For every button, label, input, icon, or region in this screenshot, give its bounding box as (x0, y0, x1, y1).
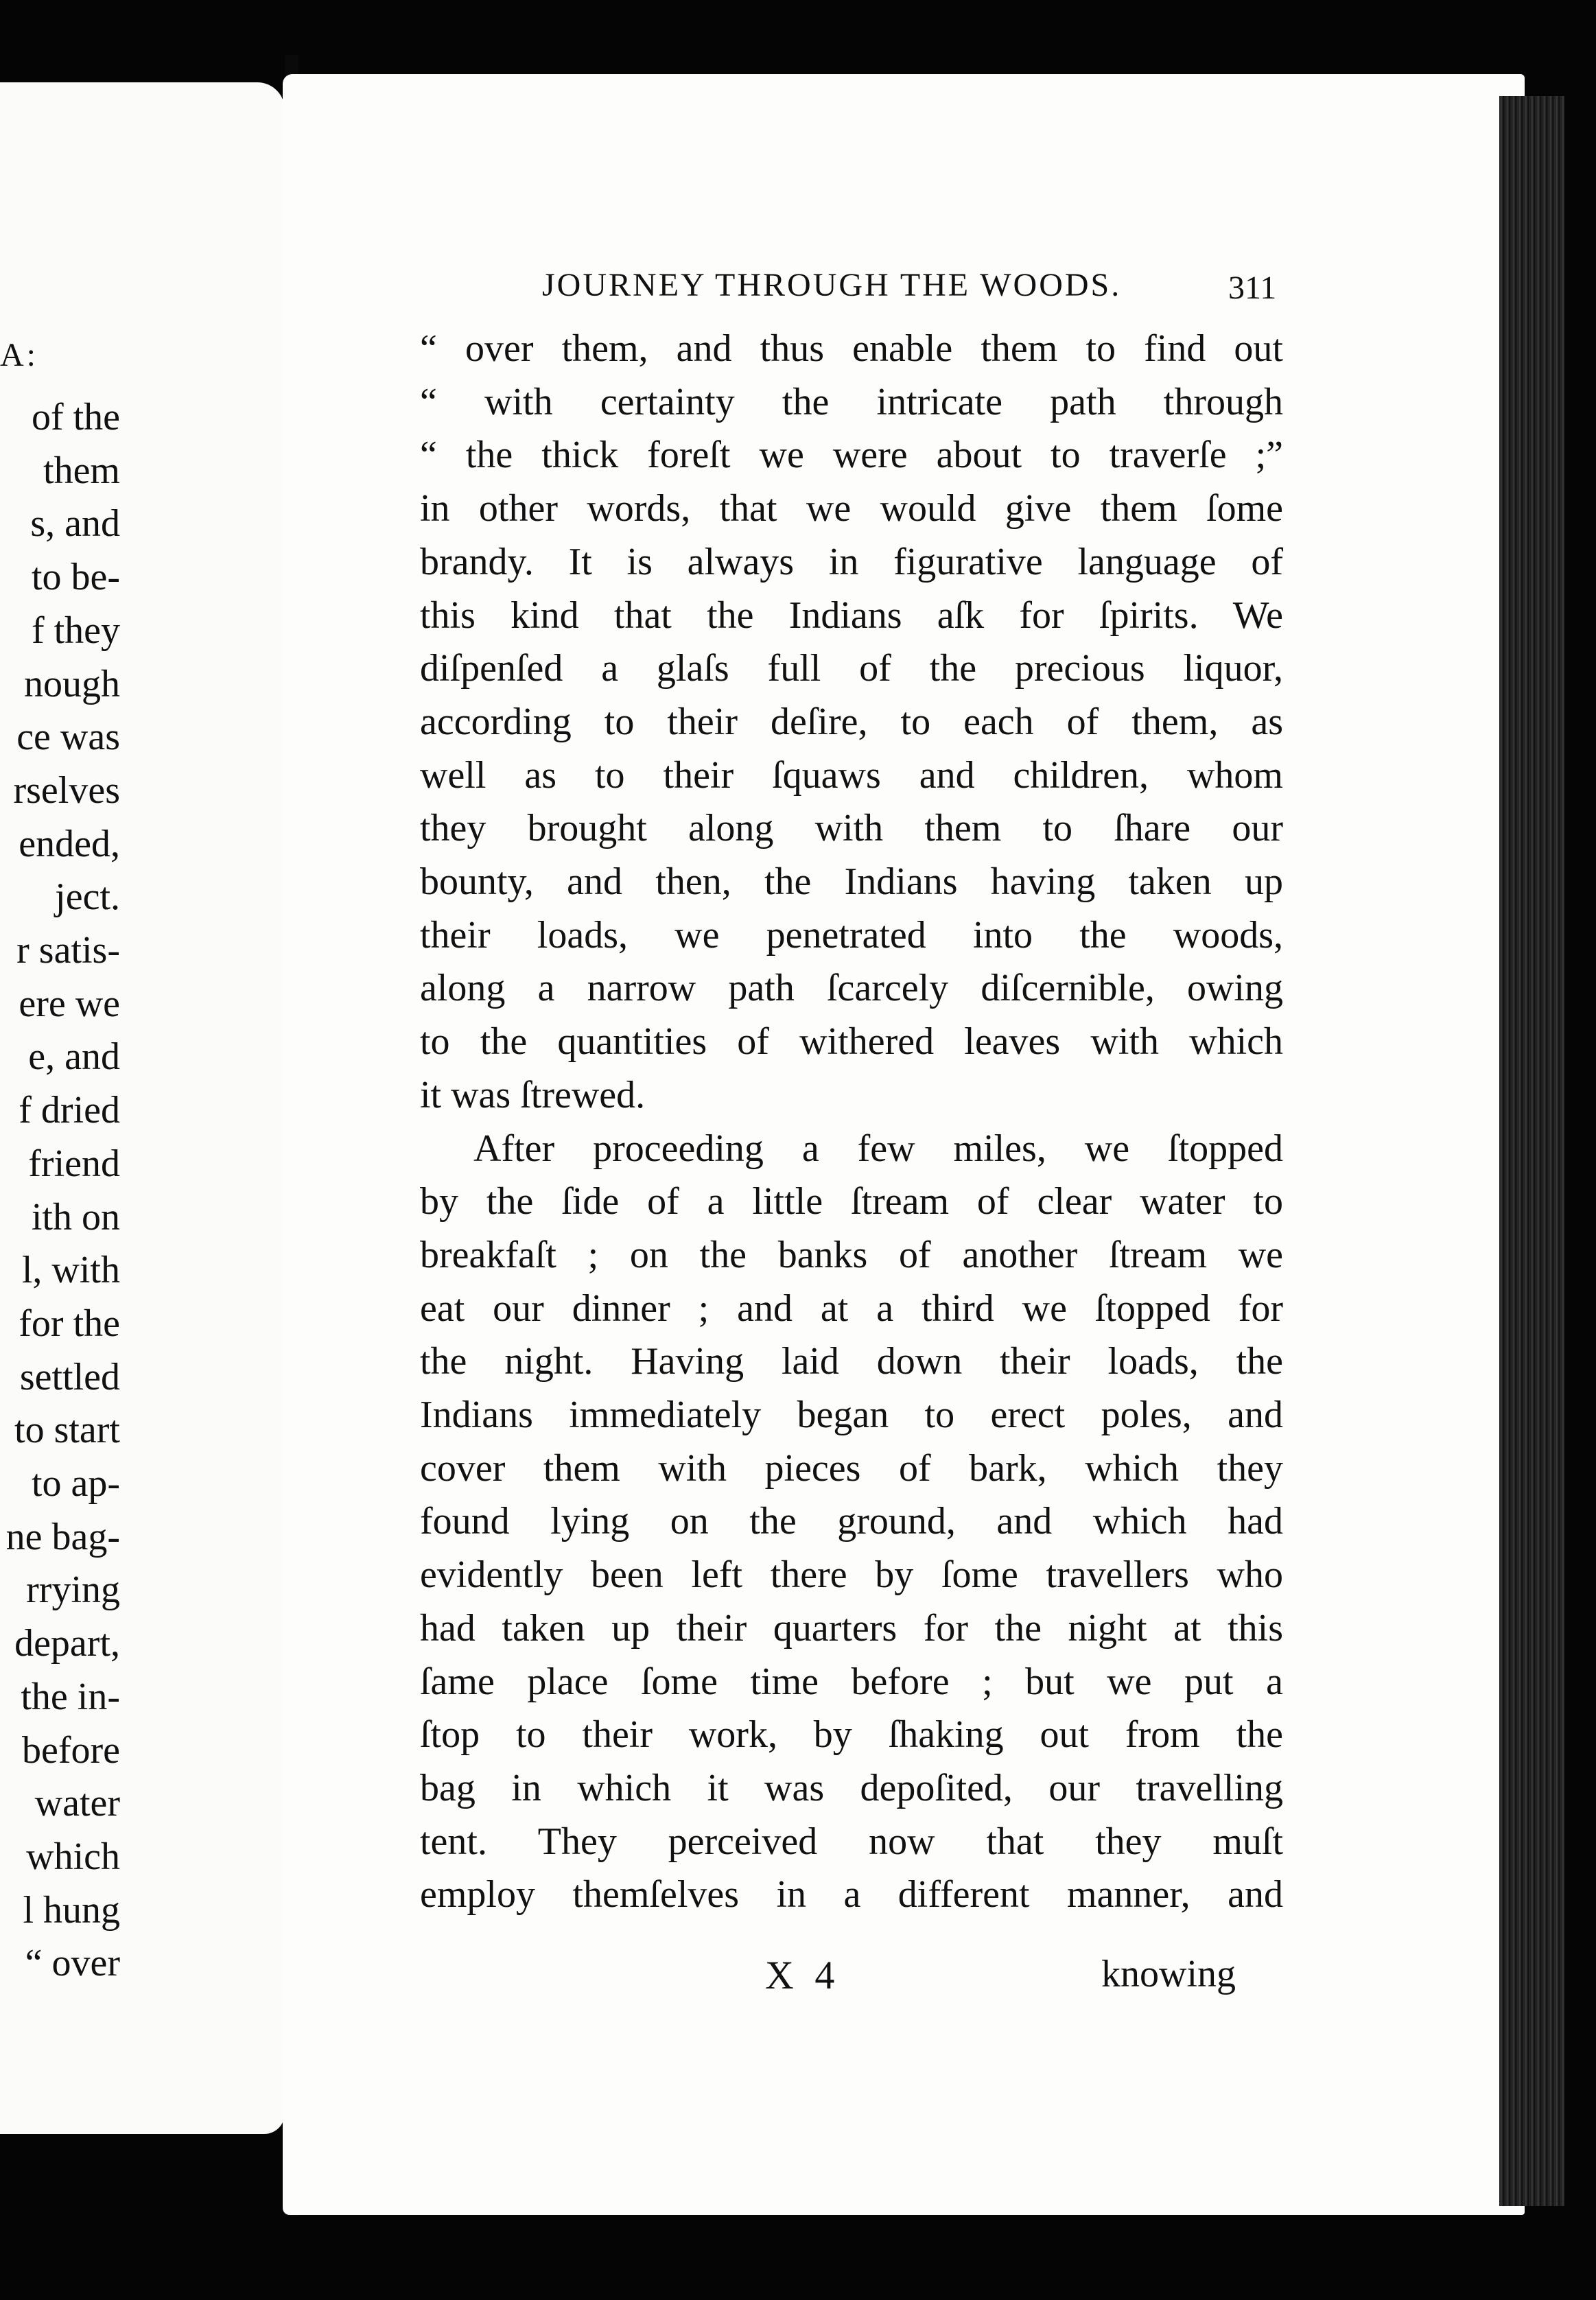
left-text-line: depart, (14, 1622, 120, 1665)
text-line: they brought along with them to ſhare our (420, 807, 1283, 850)
text-line: by the ſide of a little ſtream of clear water to (420, 1180, 1283, 1223)
text-line: tent. They perceived now that they muſt (420, 1820, 1283, 1863)
page-edges (1499, 96, 1564, 2206)
text-line: bag in which it was depoſited, our travelling (420, 1766, 1283, 1809)
text-line: evidently been left there by ſome travellers who (420, 1553, 1283, 1597)
left-text-line: l, with (21, 1249, 120, 1292)
left-text-line: rrying (26, 1569, 120, 1612)
left-text-line: friend (28, 1142, 120, 1185)
left-page-header: A: (0, 337, 38, 373)
left-text-line: l hung (23, 1888, 120, 1932)
left-text-line: the in- (21, 1675, 120, 1718)
text-line: ſtop to their work, by ſhaking out from the (420, 1713, 1283, 1757)
text-line: it was ſtrewed. (420, 1073, 646, 1116)
left-text-line: f dried (19, 1089, 120, 1132)
body-text (420, 322, 1283, 1922)
text-line: brandy. It is always in figurative language of (420, 540, 1283, 583)
left-text-line: e, and (28, 1035, 120, 1079)
left-page-text (6, 391, 120, 1991)
text-line: their loads, we penetrated into the woods, (420, 913, 1283, 957)
left-text-line: r satis- (16, 929, 120, 972)
text-line: had taken up their quarters for the night at this (420, 1606, 1283, 1650)
left-text-line: ith on (31, 1195, 120, 1239)
left-text-line: before (21, 1728, 120, 1772)
text-line: the night. Having laid down their loads, the (420, 1340, 1283, 1383)
left-text-line: of the (31, 396, 120, 438)
running-head: JOURNEY THROUGH THE WOODS. (542, 267, 1122, 303)
text-line: ſame place ſome time before ; but we put a (420, 1660, 1283, 1703)
left-text-line: s, and (30, 502, 120, 545)
text-line: eat our dinner ; and at a third we ſtopped for (420, 1287, 1283, 1330)
left-text-line: to start (14, 1409, 120, 1452)
left-text-line: “ over (25, 1942, 120, 1985)
text-line: Indians immediately began to erect poles, and (420, 1394, 1283, 1437)
left-text-line: to ap- (31, 1462, 120, 1505)
text-line: breakfaſt ; on the banks of another ſtream we (420, 1233, 1283, 1276)
text-line: “ over them, and thus enable them to find out (420, 327, 1283, 370)
text-line: “ the thick foreſt we were about to traverſe ;” (420, 434, 1283, 477)
text-line: found lying on the ground, and which had (420, 1500, 1283, 1543)
left-page (0, 82, 285, 2134)
text-line: to the quantities of withered leaves with which (420, 1020, 1283, 1064)
text-line: diſpenſed a glaſs full of the precious liquor, (420, 647, 1283, 690)
left-text-line: f they (31, 609, 120, 652)
left-text-line: ce was (16, 716, 120, 759)
left-text-line: for the (19, 1302, 120, 1345)
text-line: employ themſelves in a different manner, and (420, 1873, 1283, 1916)
page-number: 311 (1228, 270, 1277, 306)
left-text-line: settled (19, 1355, 120, 1398)
left-text-line: ended, (19, 822, 120, 865)
text-line: cover them with pieces of bark, which they (420, 1446, 1283, 1490)
left-text-line: rselves (13, 768, 120, 812)
text-line: “ with certainty the intricate path through (420, 380, 1283, 423)
signature-mark: X 4 (765, 1953, 841, 1997)
text-line: well as to their ſquaws and children, whom (420, 753, 1283, 797)
text-line: this kind that the Indians aſk for ſpirits. We (420, 594, 1283, 637)
left-text-line: ject. (55, 876, 120, 919)
left-text-line: which (26, 1835, 120, 1878)
text-line: bounty, and then, the Indians having taken up (420, 860, 1283, 904)
catchword: knowing (1101, 1953, 1236, 1995)
text-line: along a narrow path ſcarcely diſcernible, owing (420, 967, 1283, 1010)
left-text-line: ere we (19, 982, 120, 1025)
text-line: according to their deſire, to each of them, as (420, 700, 1283, 743)
left-text-line: water (34, 1782, 120, 1825)
left-text-line: to be- (31, 556, 120, 599)
text-line: in other words, that we would give them ſome (420, 487, 1283, 530)
left-text-line: nough (24, 662, 120, 705)
text-line: After proceeding a few miles, we ſtopped (473, 1127, 1283, 1170)
left-text-line: them (43, 449, 120, 492)
left-text-line: ne bag- (5, 1515, 120, 1558)
